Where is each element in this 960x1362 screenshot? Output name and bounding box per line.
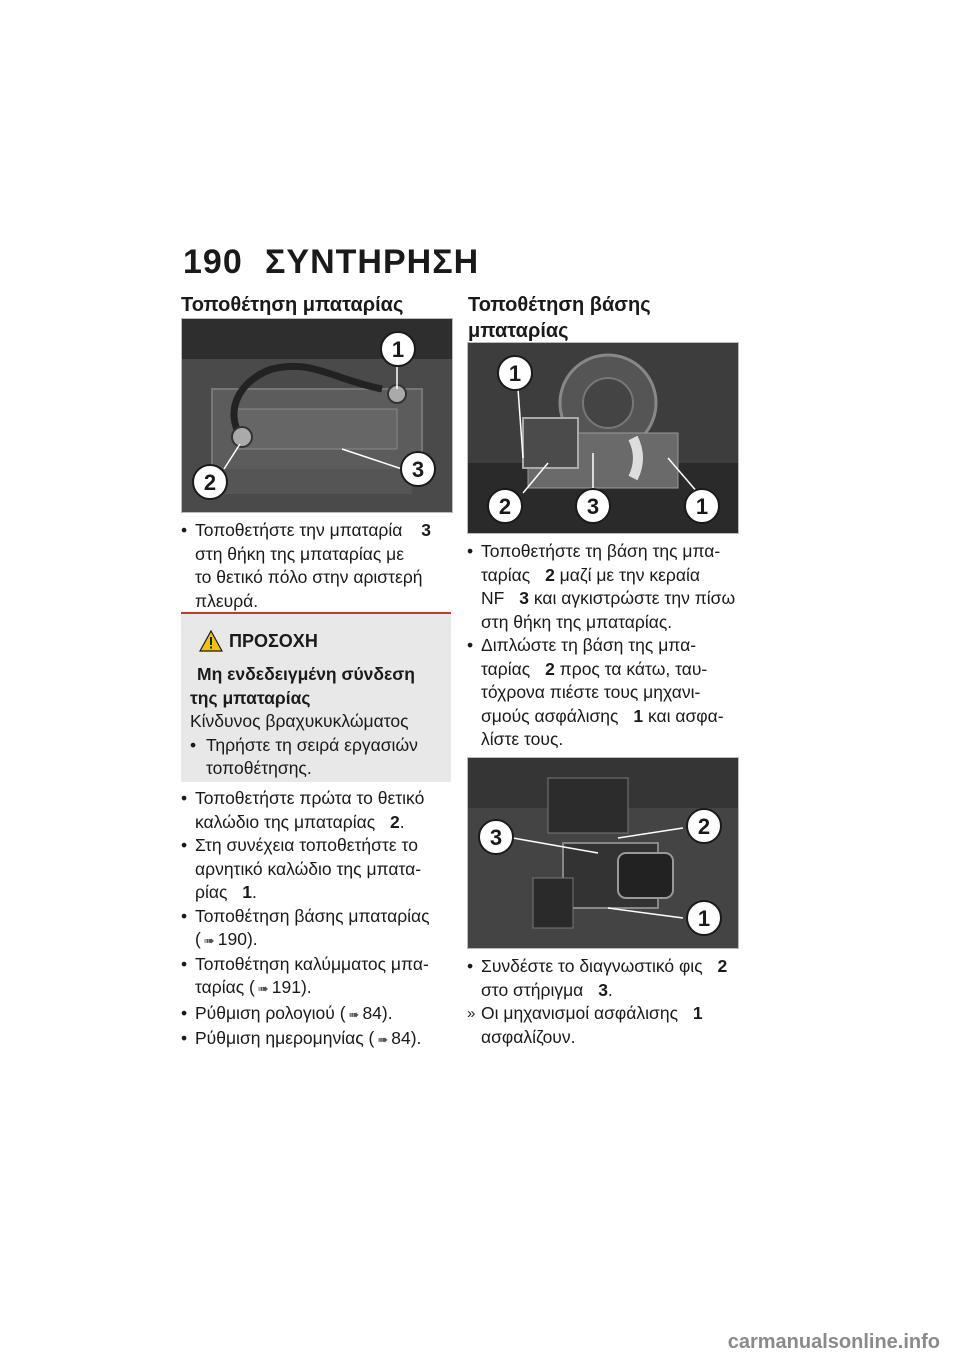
battery-base-figure bbox=[467, 342, 739, 534]
battery-figure bbox=[181, 318, 453, 513]
result-item: » Οι μηχανισμοί ασφάλισης 1 ασφαλίζουν. bbox=[467, 1002, 742, 1049]
warning-action: • Τηρήστε τη σειρά εργασιών τοποθέτησης. bbox=[190, 734, 448, 781]
warning-subtitle-2: της μπαταρίας bbox=[190, 687, 311, 708]
right-steps-1 bbox=[467, 540, 742, 752]
left-steps-3 bbox=[181, 1002, 453, 1051]
diagnostic-plug-figure bbox=[467, 757, 739, 949]
watermark: carmanualsonline.info bbox=[727, 1331, 940, 1353]
page-title: ΣΥΝΤΗΡΗΣΗ bbox=[265, 243, 480, 281]
callout-1: 1 bbox=[697, 906, 711, 931]
callout-2: 2 bbox=[498, 494, 512, 519]
list-item: • Τοποθετήστε την μπαταρία 3 στη θήκη της μπαταρίας με το θετικό πόλο στην αριστερή πλευρά. bbox=[181, 519, 453, 613]
left-steps-2 bbox=[181, 787, 453, 1001]
list-item: • Τοποθέτηση βάσης μπαταρίας ( ➠ 190). bbox=[181, 905, 453, 953]
page-number: 190 bbox=[183, 243, 243, 281]
list-item: • Τοποθέτηση καλύμματος μπα- ταρίας ( ➠ 191). bbox=[181, 953, 453, 1001]
section-heading-battery-base: Τοποθέτηση βάσης μπαταρίας bbox=[468, 294, 651, 342]
section-heading-battery-install: Τοποθέτηση μπαταρίας bbox=[181, 294, 404, 316]
list-item: • Στη συνέχεια τοποθετήστε το αρνητικό καλώδιο της μπατα- ρίας 1. bbox=[181, 834, 453, 905]
warning-title: ΠΡΟΣΟΧΗ bbox=[229, 631, 318, 651]
callout-3: 3 bbox=[411, 457, 425, 482]
warning-body bbox=[190, 663, 448, 781]
callout-2: 2 bbox=[697, 814, 711, 839]
callout-1: 1 bbox=[391, 337, 405, 362]
warning-risk: Κίνδυνος βραχυκυκλώματος bbox=[190, 711, 409, 731]
callout-3: 3 bbox=[586, 494, 600, 519]
callout-3: 3 bbox=[489, 825, 503, 850]
list-item: • Ρύθμιση ημερομηνίας ( ➠ 84). bbox=[181, 1027, 453, 1052]
page-ref-arrow-icon: ➠ bbox=[377, 1031, 389, 1047]
left-steps-1 bbox=[181, 519, 453, 613]
list-item: • Ρύθμιση ρολογιού ( ➠ 84). bbox=[181, 1002, 453, 1027]
list-item: • Συνδέστε το διαγνωστικό φις 2 στο στήριγμα 3. bbox=[467, 955, 742, 1002]
callout-1b: 1 bbox=[695, 494, 709, 519]
warning-subtitle-1: Μη ενδεδειγμένη σύνδεση bbox=[197, 664, 415, 684]
right-steps-2 bbox=[467, 955, 742, 1049]
list-item: • Τοποθετήστε πρώτα το θετικό καλώδιο της μπαταρίας 2. bbox=[181, 787, 453, 834]
diagnostic-plug-illustration bbox=[468, 758, 738, 948]
warning-triangle-icon bbox=[199, 630, 223, 652]
callout-1: 1 bbox=[508, 361, 522, 386]
callout-2: 2 bbox=[203, 470, 217, 495]
page-ref-arrow-icon: ➠ bbox=[257, 981, 269, 996]
battery-illustration bbox=[182, 319, 452, 512]
page-ref-arrow-icon: ➠ bbox=[203, 933, 215, 948]
list-item: • Τοποθετήστε τη βάση της μπα- ταρίας 2 μαζί με την κεραία NF 3 και αγκιστρώστε την πίσω στη θήκη της μπαταρίας. bbox=[467, 540, 742, 634]
battery-base-illustration bbox=[468, 343, 738, 533]
warning-box bbox=[181, 612, 451, 782]
page-ref-arrow-icon: ➠ bbox=[348, 1007, 360, 1022]
list-item: • Διπλώστε τη βάση της μπα- ταρίας 2 προς τα κάτω, ταυ- τόχρονα πιέστε τους μηχανι- σμούς ασφάλισης 1 και ασφα- λίστε τους. bbox=[467, 634, 742, 752]
